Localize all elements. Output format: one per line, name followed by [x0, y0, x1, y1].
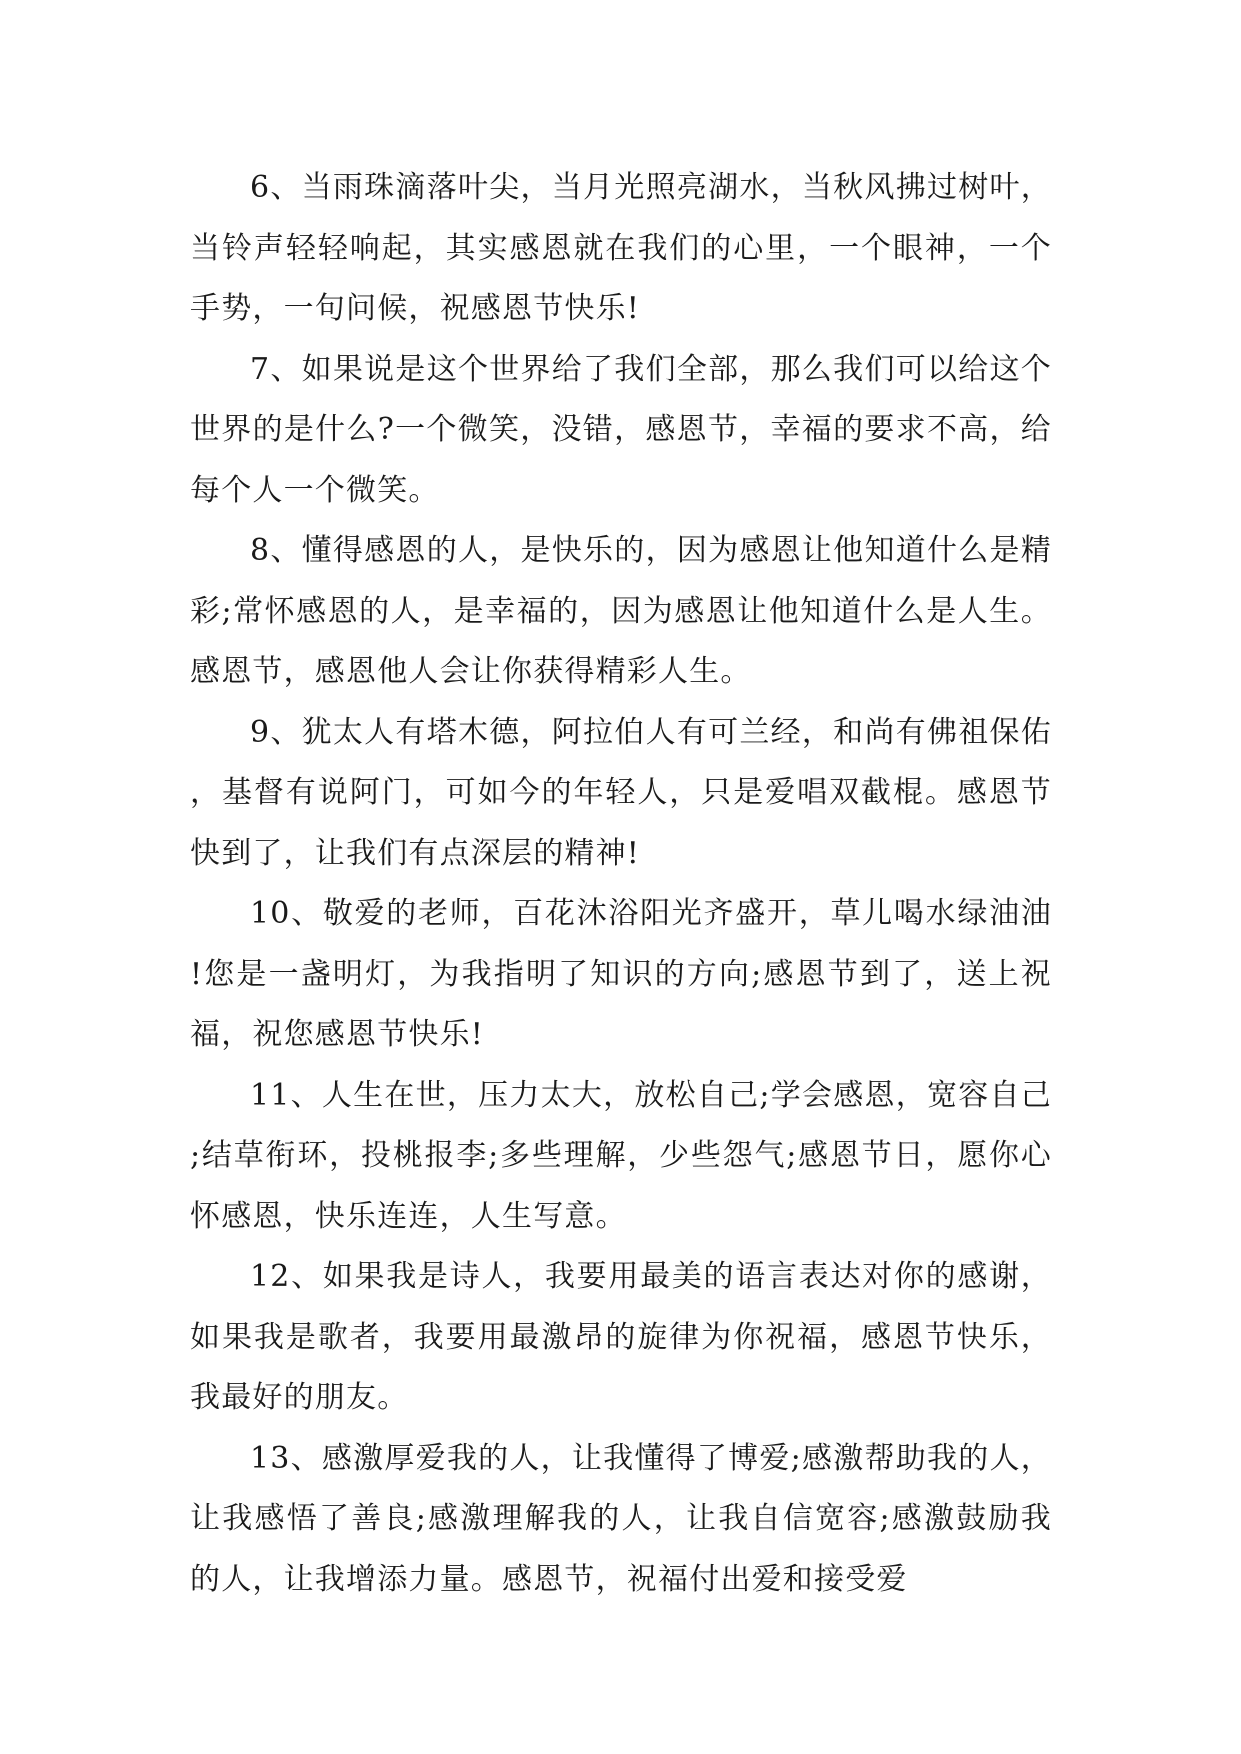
paragraph-9: 9、犹太人有塔木德，阿拉伯人有可兰经，和尚有佛祖保佑，基督有说阿门，可如今的年轻人，只是爱唱双截棍。感恩节快到了，让我们有点深层的精神!	[190, 714, 1052, 871]
document-body	[190, 158, 1052, 1610]
paragraph-11: 11、人生在世，压力太大，放松自己;学会感恩，宽容自己;结草衔环，投桃报李;多些理解，少些怨气;感恩节日，愿你心怀感恩，快乐连连，人生写意。	[190, 1077, 1052, 1234]
paragraph-7: 7、如果说是这个世界给了我们全部，那么我们可以给这个世界的是什么?一个微笑，没错，感恩节，幸福的要求不高，给每个人一个微笑。	[190, 351, 1052, 508]
paragraph-12: 12、如果我是诗人，我要用最美的语言表达对你的感谢，如果我是歌者，我要用最激昂的旋律为你祝福，感恩节快乐，我最好的朋友。	[190, 1259, 1052, 1415]
paragraph-10: 10、敬爱的老师，百花沐浴阳光齐盛开，草儿喝水绿油油!您是一盏明灯，为我指明了知识的方向;感恩节到了，送上祝福，祝您感恩节快乐!	[190, 896, 1052, 1052]
paragraph-13: 13、感激厚爱我的人，让我懂得了博爱;感激帮助我的人，让我感悟了善良;感激理解我的人，让我自信宽容;感激鼓励我的人，让我增添力量。感恩节，祝福付出爱和接受爱	[190, 1440, 1052, 1597]
paragraph-8: 8、懂得感恩的人，是快乐的，因为感恩让他知道什么是精彩;常怀感恩的人，是幸福的，因为感恩让他知道什么是人生。感恩节，感恩他人会让你获得精彩人生。	[190, 533, 1052, 689]
paragraph-6: 6、当雨珠滴落叶尖，当月光照亮湖水，当秋风拂过树叶，当铃声轻轻响起，其实感恩就在我们的心里，一个眼神，一个手势，一句问候，祝感恩节快乐!	[190, 170, 1052, 326]
